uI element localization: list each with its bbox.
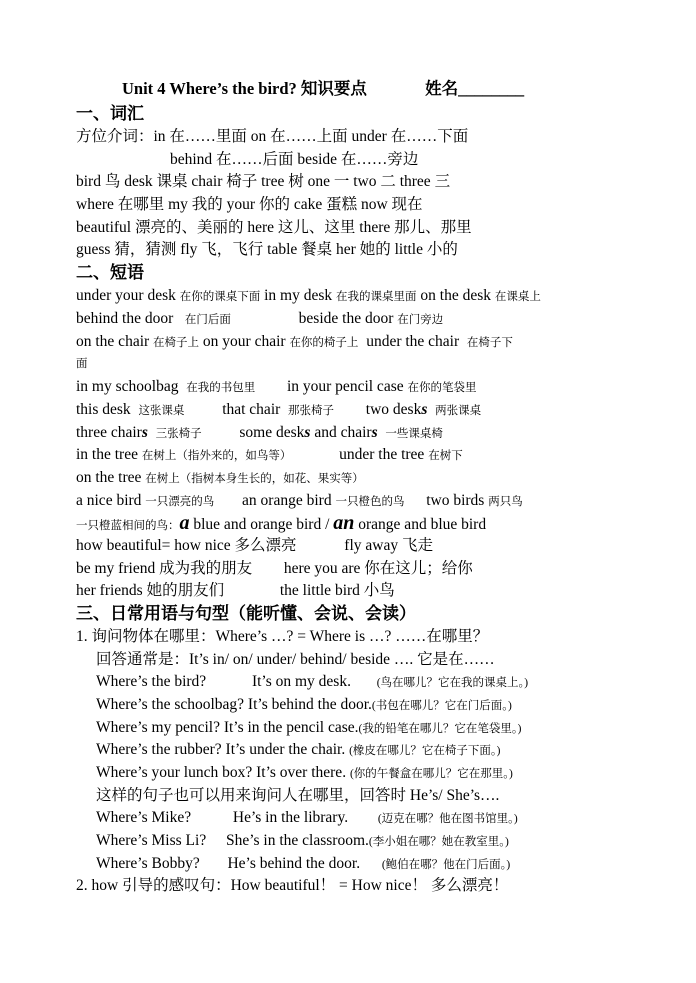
phrase-line: under your desk 在你的课桌下面 in my desk 在我的课桌里面 on the desk 在课桌上	[76, 287, 541, 304]
sentence-line: 1. 询问物体在哪里：Where’s …? = Where is …? ……在哪里？	[76, 628, 489, 645]
sentence-line: 2. how 引导的感叹句：How beautiful！ = How nice！ 多么漂亮！	[76, 877, 509, 894]
phrase-line: three chairs 三张椅子 some desks and chairs 一些课桌椅	[76, 424, 443, 441]
phrase-line: her friends 她的朋友们 the little bird 小鸟	[76, 582, 395, 599]
phrase-line: be my friend 成为我的朋友 here you are 你在这儿；给你	[76, 560, 473, 577]
vocab-heading: 一、词汇	[76, 104, 144, 124]
dialog-line: Where’s the schoolbag? It’s behind the door.(书包在哪儿？它在门后面。)	[96, 696, 512, 713]
dialog-line: Where’s Miss Li? She’s in the classroom.(李小姐在哪？她在教室里。)	[96, 832, 509, 849]
sentence-line: 回答通常是：It’s in/ on/ under/ behind/ beside …. 它是在……	[96, 651, 495, 668]
dialog-line: Where’s the bird? It’s on my desk. (鸟在哪儿？它在我的课桌上。)	[96, 673, 529, 690]
dialog-line: Where’s your lunch box? It’s over there. (你的午餐盒在哪儿？它在那里。)	[96, 764, 513, 781]
phrase-line: on the chair 在椅子上 on your chair 在你的椅子上 under the chair 在椅子下	[76, 333, 513, 350]
phrase-line: 一只橙蓝相间的鸟：a blue and orange bird / an orange and blue bird	[76, 512, 487, 534]
vocab-line: beautiful 漂亮的、美丽的 here 这儿、这里 there 那儿、那里	[76, 219, 472, 236]
sentence-line: 这样的句子也可以用来询问人在哪里，回答时 He’s/ She’s….	[96, 787, 500, 804]
phrase-line: in my schoolbag 在我的书包里 in your pencil case 在你的笔袋里	[76, 378, 477, 395]
vocab-line: 方位介词：in 在……里面 on 在……上面 under 在……下面	[76, 128, 469, 145]
phrase-line: this desk 这张课桌 that chair 那张椅子 two desks 两张课桌	[76, 401, 482, 418]
name-label: 姓名________	[425, 79, 525, 98]
phrases-heading: 二、短语	[76, 263, 144, 283]
dialog-line: Where’s the rubber? It’s under the chair. (橡皮在哪儿？它在椅子下面。)	[96, 741, 501, 758]
vocab-line: guess 猜，猜测 fly 飞，飞行 table 餐桌 her 她的 little 小的	[76, 241, 458, 258]
phrase-line: a nice bird 一只漂亮的鸟 an orange bird 一只橙色的鸟 two birds 两只鸟	[76, 492, 523, 509]
phrase-line: how beautiful= how nice 多么漂亮 fly away 飞走	[76, 537, 433, 554]
dialog-line: Where’s Bobby? He’s behind the door. (鲍伯在哪？他在门后面。)	[96, 855, 511, 872]
unit-title: Unit 4 Where’s the bird? 知识要点	[122, 79, 367, 98]
vocab-line: bird 鸟 desk 课桌 chair 椅子 tree 树 one 一 two 二 three 三	[76, 173, 451, 190]
phrase-wrap: 面	[76, 358, 88, 370]
sentences-heading: 三、日常用语与句型（能听懂、会说、会读）	[76, 604, 416, 624]
phrase-line: behind the door 在门后面 beside the door 在门旁边	[76, 310, 444, 327]
phrase-line: in the tree 在树上（指外来的，如鸟等） under the tree 在树下	[76, 446, 463, 463]
page-title	[122, 78, 524, 100]
phrase-line: on the tree 在树上（指树本身生长的，如花、果实等）	[76, 469, 364, 486]
vocab-line: where 在哪里 my 我的 your 你的 cake 蛋糕 now 现在	[76, 196, 423, 213]
dialog-line: Where’s Mike? He’s in the library. (迈克在哪？他在图书馆里。)	[96, 809, 518, 826]
vocab-line: behind 在……后面 beside 在……旁边	[170, 151, 419, 168]
dialog-line: Where’s my pencil? It’s in the pencil case.(我的铅笔在哪儿？它在笔袋里。)	[96, 719, 522, 736]
